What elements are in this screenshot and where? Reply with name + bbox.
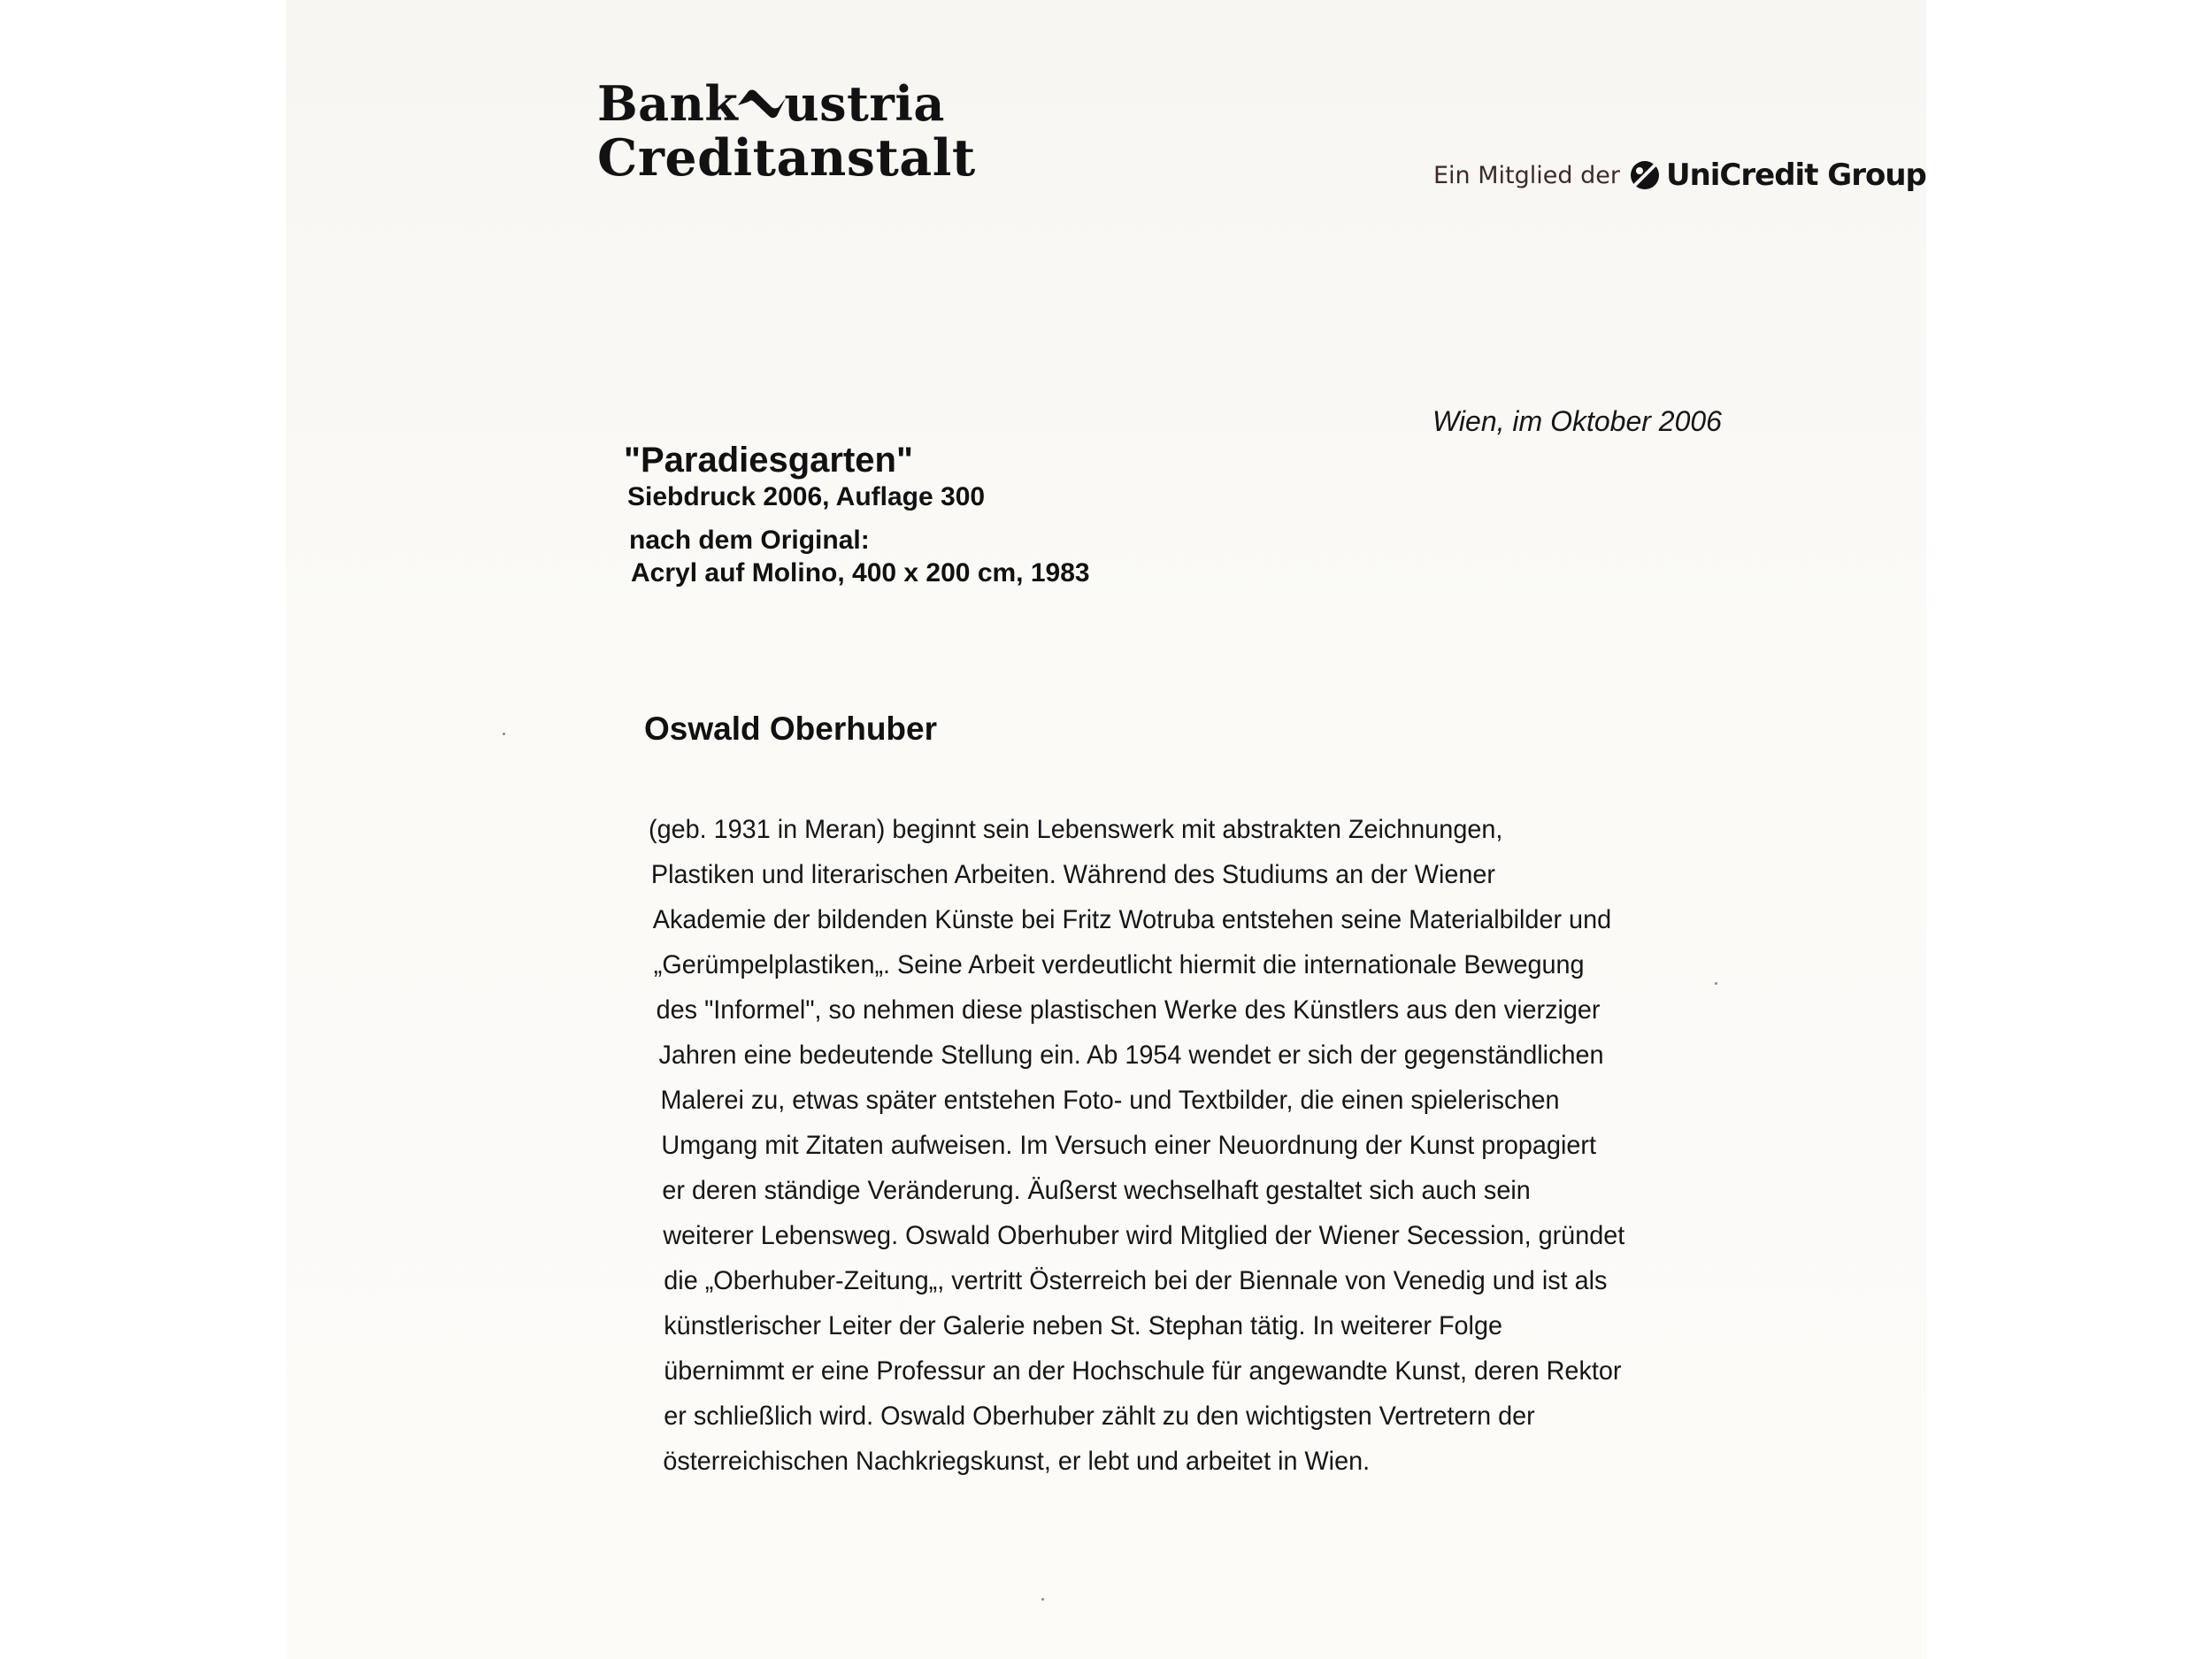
biography-line: weiterer Lebensweg. Oswald Oberhuber wird Mitglied der Wiener Secession, gründet bbox=[663, 1221, 1625, 1250]
biography-line: Malerei zu, etwas später entstehen Foto- und Textbilder, die einen spielerischen bbox=[660, 1086, 1560, 1115]
bank-austria-swoosh-icon bbox=[736, 86, 787, 121]
logo-text-bank: Bank bbox=[597, 75, 739, 132]
original-label: nach dem Original: bbox=[629, 526, 870, 555]
paper-speck bbox=[503, 733, 505, 735]
biography-line: er deren ständige Veränderung. Äußerst wechselhaft gestaltet sich auch sein bbox=[662, 1176, 1531, 1205]
biography-line: Plastiken und literarischen Arbeiten. Während des Studiums an der Wiener bbox=[650, 860, 1495, 889]
letter-date: Wien, im Oktober 2006 bbox=[1432, 405, 1722, 437]
paper-speck bbox=[1041, 1598, 1044, 1601]
logo-text-creditanstalt: Creditanstalt bbox=[597, 128, 976, 188]
biography-line: er schließlich wird. Oswald Oberhuber zählt zu den wichtigsten Vertretern der bbox=[664, 1402, 1535, 1431]
biography-line: österreichischen Nachkriegskunst, er lebt und arbeitet in Wien. bbox=[663, 1447, 1371, 1476]
biography-line: (geb. 1931 in Meran) beginnt sein Lebenswerk mit abstrakten Zeichnungen, bbox=[649, 815, 1503, 844]
bank-austria-creditanstalt-logo bbox=[597, 75, 976, 188]
artwork-title: "Paradiesgarten" bbox=[624, 441, 913, 480]
unicredit-group-membership bbox=[1433, 157, 1926, 193]
biography-line: Jahren eine bedeutende Stellung ein. Ab 1954 wendet er sich der gegenständlichen bbox=[658, 1041, 1604, 1070]
paper-speck bbox=[1715, 982, 1717, 985]
logo-text-austria: ustria bbox=[784, 75, 945, 132]
original-detail: Acryl auf Molino, 400 x 200 cm, 1983 bbox=[631, 558, 1090, 588]
artwork-subtitle: Siebdruck 2006, Auflage 300 bbox=[627, 482, 986, 511]
biography-line: Akademie der bildenden Künste bei Fritz Wotruba entstehen seine Materialbilder und bbox=[652, 905, 1612, 934]
artist-name: Oswald Oberhuber bbox=[644, 710, 938, 747]
artwork-info bbox=[624, 439, 1090, 589]
member-text: Ein Mitglied der bbox=[1433, 161, 1620, 189]
document-page bbox=[286, 0, 1926, 1659]
biography-paragraph bbox=[649, 812, 1624, 1489]
unicredit-logo-icon bbox=[1629, 159, 1661, 191]
biography-line: des "Informel", so nehmen diese plastischen Werke des Künstlers aus den vierziger bbox=[656, 995, 1601, 1025]
unicredit-group-name: UniCredit Group bbox=[1665, 157, 1926, 193]
biography-line: übernimmt er eine Professur an der Hochschule für angewandte Kunst, deren Rektor bbox=[664, 1356, 1622, 1386]
biography-line: künstlerischer Leiter der Galerie neben St. Stephan tätig. In weiterer Folge bbox=[664, 1311, 1502, 1340]
biography-line: die „Oberhuber-Zeitung„, vertritt Österreich bei der Biennale von Venedig und ist als bbox=[664, 1266, 1608, 1295]
biography-line: „Gerümpelplastiken„. Seine Arbeit verdeutlicht hiermit die internationale Bewegung bbox=[653, 950, 1585, 979]
biography-line: Umgang mit Zitaten aufweisen. Im Versuch einer Neuordnung der Kunst propagiert bbox=[661, 1131, 1596, 1160]
